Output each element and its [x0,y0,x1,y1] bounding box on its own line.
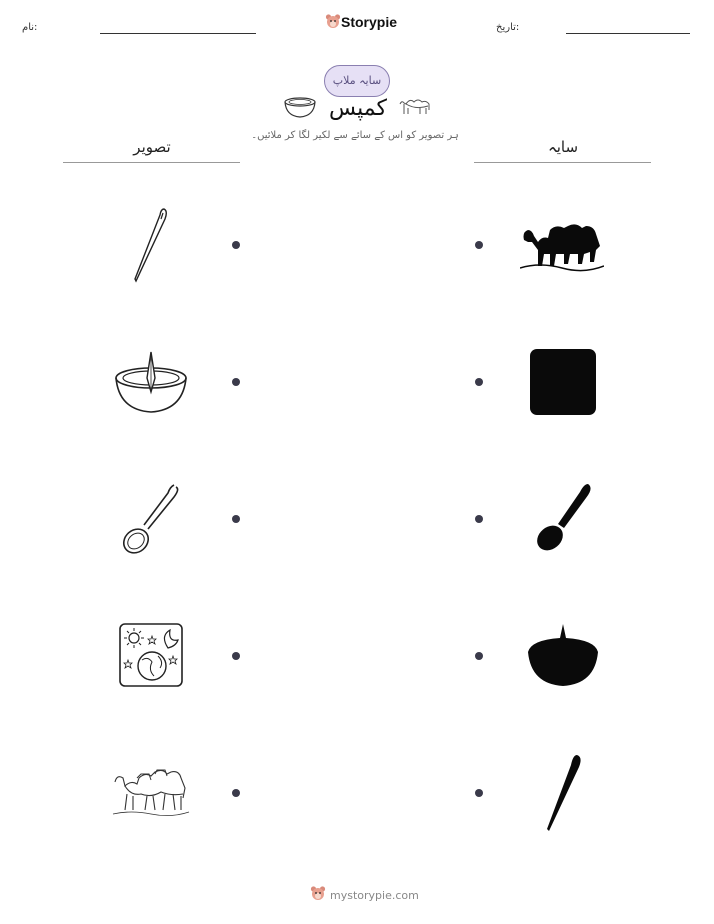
date-field[interactable] [566,33,690,34]
compass-bowl-picture[interactable] [113,348,189,418]
shadow-connector-dot[interactable] [475,652,483,660]
pictures-column-header: تصویر [133,138,171,156]
shadow-connector-dot[interactable] [475,241,483,249]
name-field[interactable] [100,33,256,34]
needle-shadow[interactable] [543,753,583,833]
camel-title-icon [398,96,432,118]
picture-connector-dot[interactable] [232,515,240,523]
activity-badge: سایہ ملاپ [324,65,390,97]
camel-caravan-picture[interactable] [111,766,191,820]
pictures-column-underline [63,162,240,163]
sun-moon-earth-picture[interactable] [118,622,184,688]
worksheet-title: کمپس [329,96,387,121]
picture-connector-dot[interactable] [232,241,240,249]
instruction-text: ہر تصویر کو اس کے سائے سے لکیر لگا کر ملائیں۔ [251,130,459,141]
picture-connector-dot[interactable] [232,789,240,797]
square-shadow[interactable] [529,348,597,416]
shadow-connector-dot[interactable] [475,378,483,386]
needle-picture[interactable] [130,205,170,285]
picture-connector-dot[interactable] [232,378,240,386]
compass-bowl-shadow[interactable] [525,622,601,690]
bowl-title-icon [283,96,317,120]
footer-url[interactable]: mystorypie.com [330,889,419,902]
footer-bear-logo-icon [310,885,326,903]
shadow-connector-dot[interactable] [475,515,483,523]
spoon-picture[interactable] [118,483,182,557]
shadow-connector-dot[interactable] [475,789,483,797]
camel-caravan-shadow[interactable] [520,222,604,274]
brand-name: Storypie [341,14,398,30]
name-label: نام: [22,22,38,33]
shadows-column-underline [474,162,651,163]
bear-logo-icon [325,13,341,31]
date-label: تاریخ: [496,22,520,33]
shadows-column-header: سایہ [547,138,579,156]
picture-connector-dot[interactable] [232,652,240,660]
brand-logo [325,13,405,33]
spoon-shadow[interactable] [530,482,594,556]
